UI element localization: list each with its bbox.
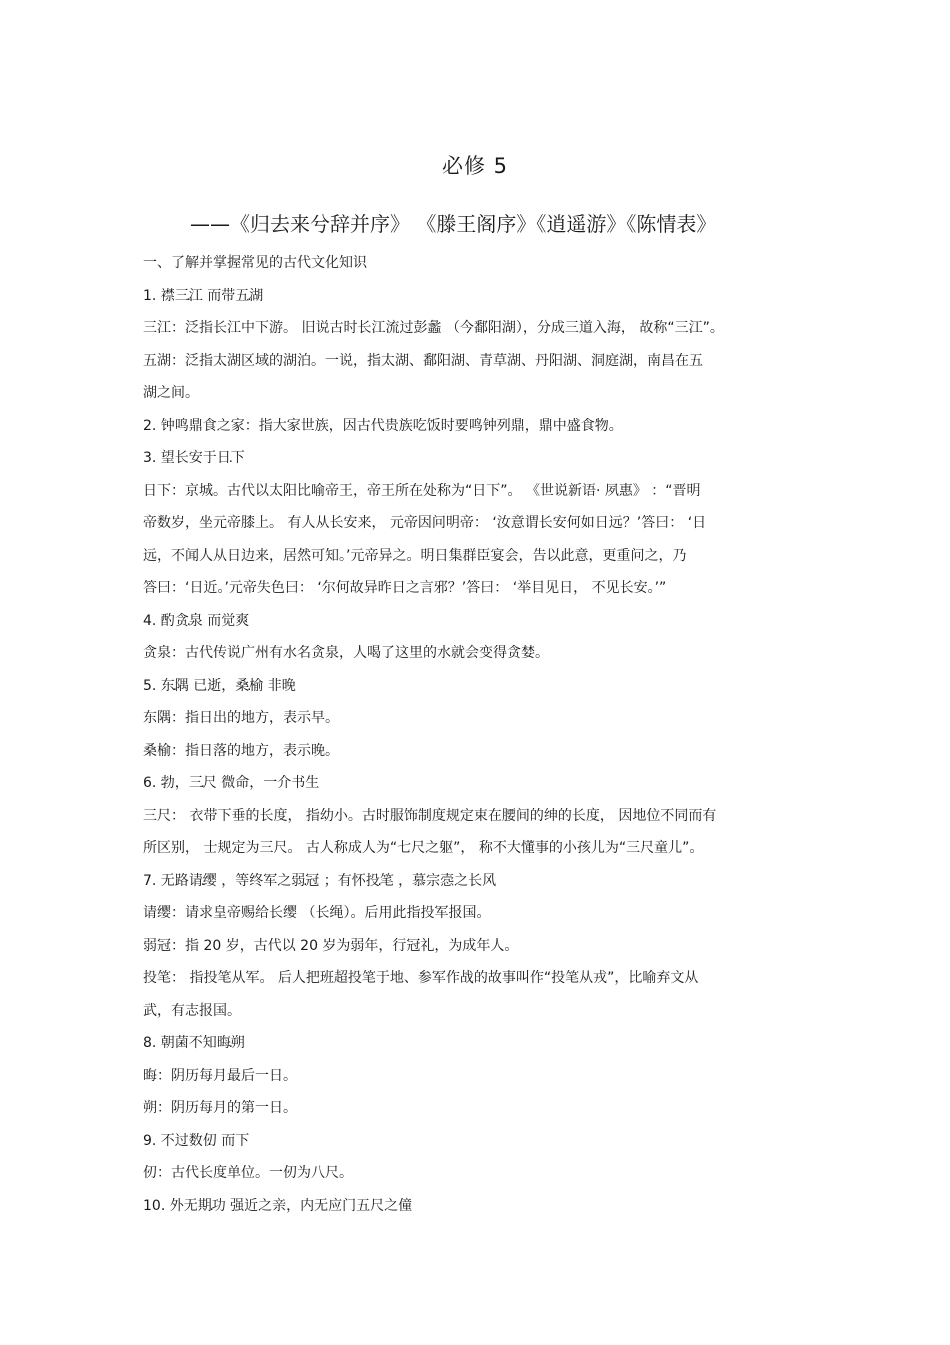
item-text: 8. 朝菌不知 xyxy=(143,1035,217,1051)
page-subtitle: ——《归去来兮辞并序》 《滕王阁序》《逍遥游》《陈情表》 xyxy=(190,212,717,236)
item-6-heading xyxy=(143,772,823,805)
item-text: 而下 xyxy=(216,1132,250,1149)
text-line: 弱冠：指 20 岁，古代以 20 岁为弱年，行冠礼，为成年人。 xyxy=(143,937,519,954)
item-text: 1. 襟 xyxy=(143,287,175,304)
item-text: ；有怀 xyxy=(319,872,366,889)
text-line: 帝数岁，坐元帝膝上。 有人从长安来， 元帝因问明帝： ‘汝意谓长安何如日远？’答曰： ‘日 xyxy=(143,515,707,531)
keyword-emphasis: 晦朔 · xyxy=(217,1032,245,1054)
keyword-emphasis: 日下 · xyxy=(217,447,245,469)
text-line: 贪泉：古代传说广州有水名贪泉，人喝了这里的水就会变得贪婪。 xyxy=(143,645,549,661)
item-5-heading xyxy=(143,675,823,708)
keyword-emphasis: 仞 · xyxy=(203,1130,217,1152)
keyword-emphasis: 请缨 · xyxy=(189,870,217,892)
item-9-heading xyxy=(143,1130,823,1163)
item-text: 5. xyxy=(143,677,161,694)
text-line: 三江：泛指长江中下游。 旧说古时长江流过彭蠡 （今鄱阳湖），分成三道入海， 故称“三江”。 xyxy=(143,320,724,336)
text-line: 晦：阴历每月最后一日。 xyxy=(143,1067,297,1084)
item-text: 微命，一介书生 xyxy=(216,775,320,791)
keyword-emphasis: 东隅 · xyxy=(161,675,189,697)
item-text: 9. 不过数 xyxy=(143,1132,203,1149)
text-line: 三尺： 衣带下垂的长度， 指幼小。古时服饰制度规定束在腰间的绅的长度， 因地位不同而有 xyxy=(143,807,717,824)
item-1-heading xyxy=(143,285,823,318)
text-line: 武，有志报国。 xyxy=(143,1002,241,1019)
item-text: ，慕宗悫之长风 xyxy=(393,872,497,889)
item-3-heading xyxy=(143,447,823,480)
text-line: 答曰：‘日近。’元帝失色曰： ‘尔何故异昨日之言邪？’答曰： ‘举目见日， 不见长安。’” xyxy=(143,580,667,596)
item-8-heading xyxy=(143,1032,823,1065)
item-7-heading xyxy=(143,870,823,903)
item-text: 而带 xyxy=(202,287,236,304)
text-line: 远，不闻人从日边来，居然可知。’元帝异之。明日集群臣宴会，告以此意，更重问之，乃 xyxy=(143,547,687,564)
item-text: 非晚 xyxy=(263,677,296,694)
item-text: 强近之亲，内无应门五尺之僮 xyxy=(225,1197,413,1214)
text-line: 投笔： 指投笔从军。 后人把班超投笔于地、参军作战的故事叫作“投笔从戎”，比喻弃文从 xyxy=(143,970,699,986)
item-text: 6. 勃， xyxy=(143,775,189,791)
keyword-emphasis: 投笔 · xyxy=(366,870,394,892)
item-text: 而觉爽 xyxy=(202,612,250,629)
text-line: 桑榆：指日落的地方，表示晚。 xyxy=(143,742,339,759)
keyword-emphasis: 三江 · xyxy=(175,285,203,307)
item-text: ，等终军之 xyxy=(216,872,292,889)
section-heading: 一、了解并掌握常见的古代文化知识 xyxy=(143,255,367,271)
page-title: 必修 5 xyxy=(441,154,509,178)
text-line: 湖之间。 xyxy=(143,385,199,401)
item-text: 10. 外无 xyxy=(143,1197,198,1214)
text-line: 朔：阴历每月的第一日。 xyxy=(143,1100,297,1116)
item-text: 4. 酌 xyxy=(143,612,175,629)
text-line: 仞：古代长度单位。一仞为八尺。 xyxy=(143,1165,353,1181)
item-text: 已逝， xyxy=(188,677,236,694)
item-text: 3. 望长安于 xyxy=(143,450,217,466)
text-line: 日下：京城。古代以太阳比喻帝王，帝王所在处称为“日下”。 《世说新语· 夙惠》 ：“晋明 xyxy=(143,482,701,499)
keyword-emphasis: 桑榆 · xyxy=(235,675,263,697)
text-line: 所区别， 士规定为三尺。 古人称成人为“七尺之躯”， 称不大懂事的小孩儿为“三尺童儿”。 xyxy=(143,840,704,856)
text-line: 请缨：请求皇帝赐给长缨 （长绳）。后用此指投军报国。 xyxy=(143,905,491,921)
item-10-heading xyxy=(143,1195,823,1228)
keyword-emphasis: 三尺 · xyxy=(189,772,217,794)
text-line: 五湖：泛指太湖区域的湖泊。一说，指太湖、鄱阳湖、青草湖、丹阳湖、洞庭湖，南昌在五 xyxy=(143,352,703,369)
keyword-emphasis: 期功 · xyxy=(198,1195,226,1217)
keyword-emphasis: 贪泉 · xyxy=(175,610,203,632)
item-2-heading: 2. 钟鸣鼎食之家：指大家世族，因古代贵族吃饭时要鸣钟列鼎，鼎中盛食物。 xyxy=(143,417,623,434)
keyword-emphasis: 弱冠 · xyxy=(291,870,319,892)
item-text: 7. 无路 xyxy=(143,872,189,889)
document-body xyxy=(143,252,823,1227)
item-4-heading xyxy=(143,610,823,643)
keyword-emphasis: 五湖 · xyxy=(235,285,263,307)
text-line: 东隅：指日出的地方，表示早。 xyxy=(143,710,339,726)
